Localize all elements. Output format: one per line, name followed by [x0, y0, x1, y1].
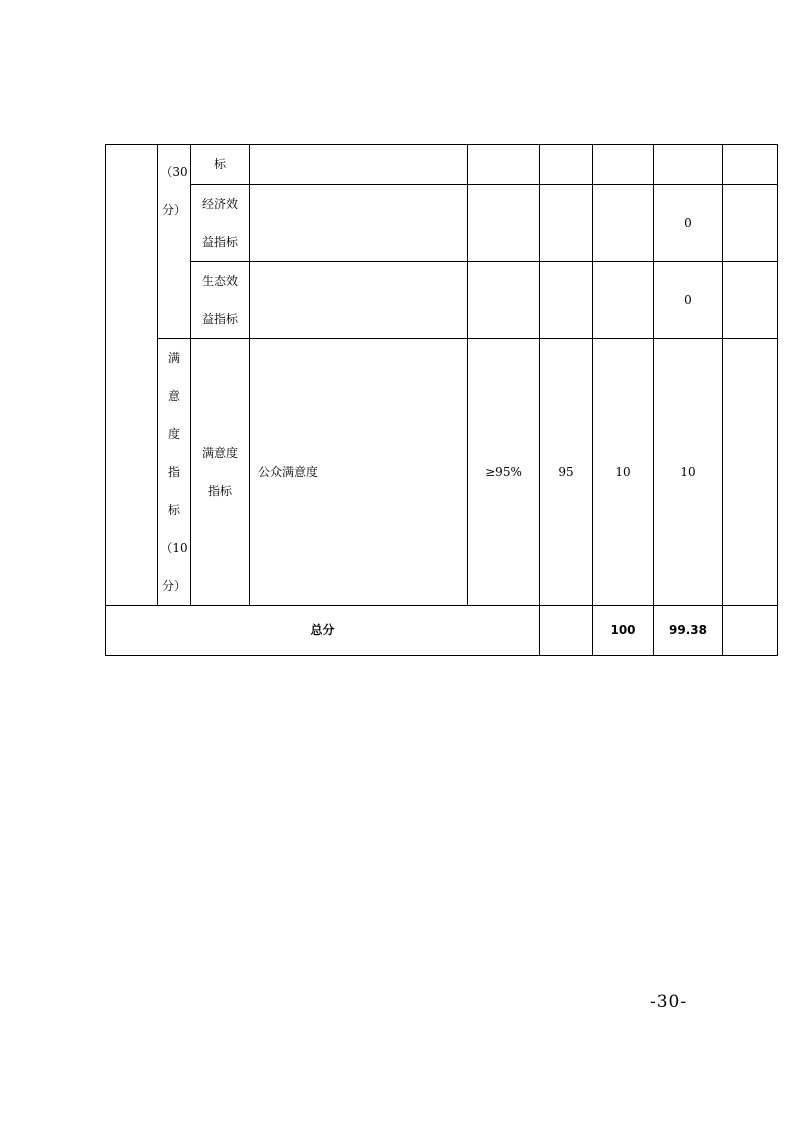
satisfaction-sub-line1: 满意度: [201, 446, 238, 460]
category-char: （10: [160, 541, 188, 555]
category-char: 标: [167, 503, 180, 517]
economic-sub-line2: 益指标: [201, 235, 238, 249]
actual-cell: 95: [540, 339, 593, 606]
table-row: [106, 145, 778, 185]
indicator-cell: [250, 185, 468, 262]
table-row: [106, 262, 778, 339]
page-number: -30-: [650, 992, 688, 1012]
satisfaction-sub-line2: 指标: [207, 484, 232, 498]
category-char: 指: [167, 465, 180, 479]
target-cell: [468, 145, 540, 185]
target-cell: [468, 185, 540, 262]
ecological-sub-line2: 益指标: [201, 312, 238, 326]
target-cell: [468, 262, 540, 339]
table-row: [106, 185, 778, 262]
weight-cell: [593, 262, 654, 339]
ecological-sub-line1: 生态效: [201, 274, 238, 288]
category-char: 满: [167, 351, 180, 365]
subcategory-cell: [191, 262, 250, 339]
satisfaction-category-cell: [158, 339, 191, 606]
satisfaction-category-label: [160, 339, 187, 605]
indicator-cell: [250, 262, 468, 339]
table-row: [106, 339, 778, 606]
total-label: 总分: [106, 606, 540, 656]
actual-cell: [540, 262, 593, 339]
total-score: 99.38: [654, 606, 723, 656]
target-cell: ≥95%: [468, 339, 540, 606]
category-score-b: 分）: [161, 203, 186, 217]
score-cell: 0: [654, 185, 723, 262]
remark-cell: [723, 145, 778, 185]
score-cell: 10: [654, 339, 723, 606]
level2-category-cell: [158, 145, 191, 339]
weight-cell: 10: [593, 339, 654, 606]
actual-cell: [540, 145, 593, 185]
subcategory-cell: [191, 185, 250, 262]
remark-cell: [723, 262, 778, 339]
category-char: 度: [167, 427, 180, 441]
score-cell: 0: [654, 262, 723, 339]
total-weight: 100: [593, 606, 654, 656]
actual-cell: [540, 185, 593, 262]
level1-category-cell: [106, 145, 158, 606]
weight-cell: [593, 145, 654, 185]
remark-cell: [723, 339, 778, 606]
category-score-a: （30: [160, 165, 188, 179]
indicator-cell: [250, 145, 468, 185]
score-cell: [654, 145, 723, 185]
total-actual-cell: [540, 606, 593, 656]
category-char: 分）: [161, 579, 186, 593]
performance-evaluation-table: [105, 144, 778, 656]
indicator-cell: 公众满意度: [250, 339, 468, 606]
weight-cell: [593, 185, 654, 262]
total-row: [106, 606, 778, 656]
economic-sub-line1: 经济效: [201, 197, 238, 211]
subcategory-cell: [191, 339, 250, 606]
total-remark-cell: [723, 606, 778, 656]
category-char: 意: [167, 389, 180, 403]
remark-cell: [723, 185, 778, 262]
subcategory-cell: 标: [191, 145, 250, 185]
